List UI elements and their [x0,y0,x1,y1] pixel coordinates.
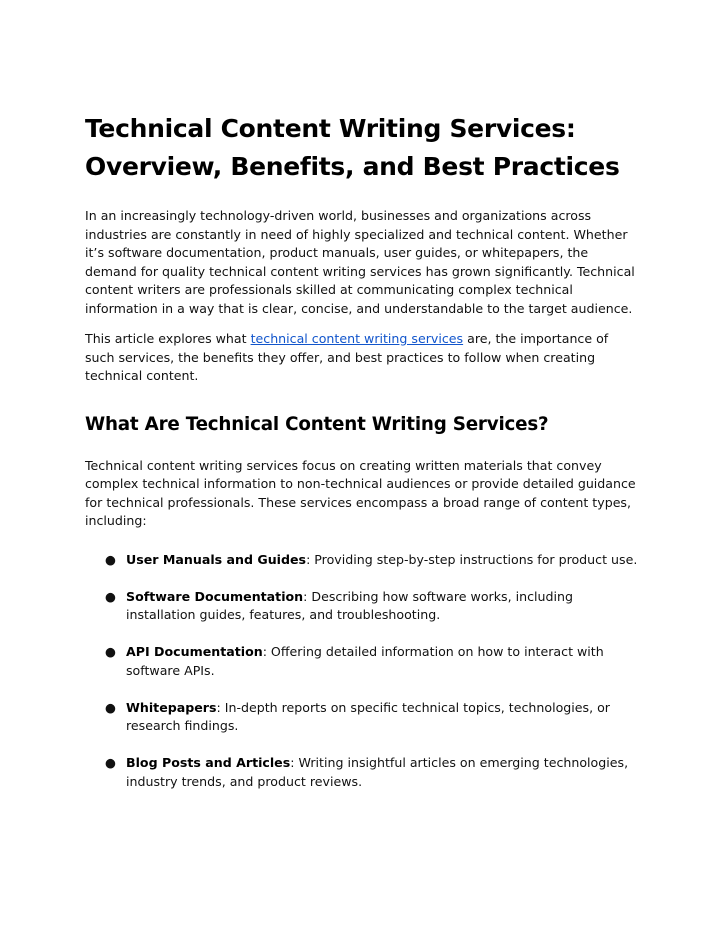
content-types-list [85,551,641,792]
bullet-icon: ● [105,551,116,567]
list-item-desc: : Providing step-by-step instructions for product use. [306,551,638,567]
list-item-api-documentation [85,643,641,680]
explore-suffix: are, the importance of such services, the benefits they offer, and best practices to follow when creating technical content. [85,331,609,383]
document-page [85,110,641,810]
article-title-line-2: Overview, Benefits, and Best Practices [85,152,620,181]
list-item-user-manuals [85,551,641,570]
list-item-software-documentation [85,588,641,625]
list-item-whitepapers [85,699,641,736]
bullet-icon: ● [105,588,116,604]
article-title-line-1: Technical Content Writing Services: [85,114,576,143]
explore-prefix: This article explores what [85,331,251,346]
list-item-term: Software Documentation [126,588,304,604]
list-item-term: Whitepapers [126,699,217,715]
bullet-icon: ● [105,699,116,715]
list-item-term: API Documentation [126,644,263,659]
technical-content-writing-services-link[interactable]: technical content writing services [250,331,464,346]
list-item-desc: : In-depth reports on specific technical topics, technologies, or research findings. [126,699,610,733]
list-item-desc: : Offering detailed information on how to interact with software APIs. [126,644,604,678]
section-heading: What Are Technical Content Writing Services? [85,413,549,435]
explore-paragraph [85,330,641,386]
bullet-icon: ● [105,644,116,659]
list-item-desc: : Writing insightful articles on emerging technologies, industry trends, and product reviews. [126,755,629,789]
list-item-blog-posts [85,754,641,791]
intro-paragraph: In an increasingly technology-driven world, businesses and organizations across industries are constantly in need of highly specialized and technical content. Whether it’s software documentation, product manuals, user guides, or whitepapers, the demand for quality technical content writing services has grown significantly. Technical content writers are professionals skilled at communicating complex technical information in a way that is clear, concise, and understandable to the target audience. [85,208,635,316]
bullet-icon: ● [105,755,116,770]
section-paragraph: Technical content writing services focus on creating written materials that convey complex technical information to non-technical audiences or provide detailed guidance for technical professionals. These services encompass a broad range of content types, including: [85,457,636,528]
list-item-term: Blog Posts and Articles [126,755,291,770]
list-item-term: User Manuals and Guides [126,551,307,567]
list-item-desc: : Describing how software works, including installation guides, features, and troubleshooting. [126,588,573,622]
article-title [85,110,641,186]
